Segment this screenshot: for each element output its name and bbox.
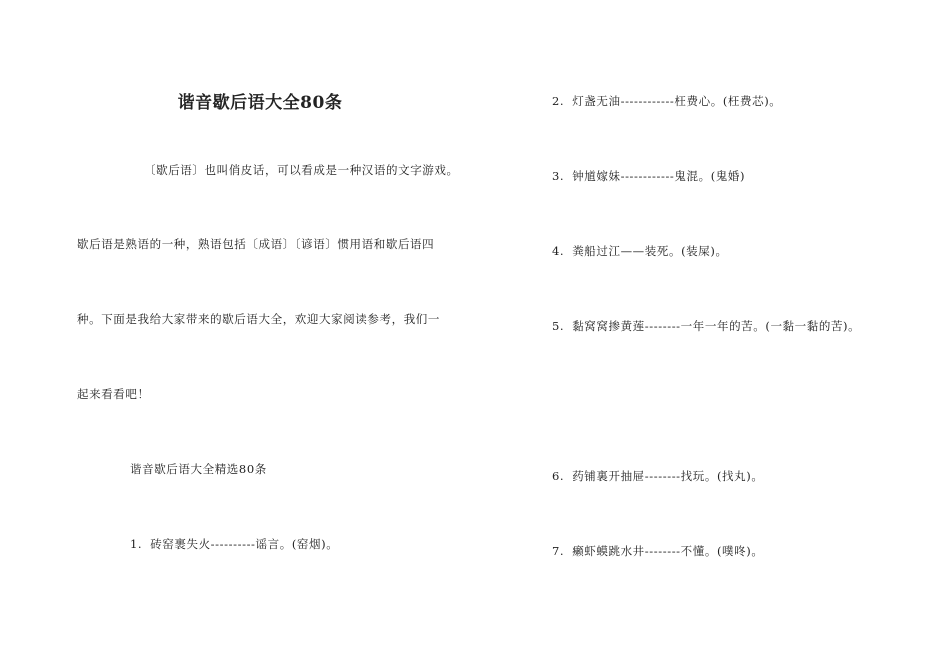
item-text: 灯盏无油------------枉费心。(枉费芯)。 — [572, 94, 782, 108]
item-number: 7. — [552, 544, 565, 558]
item-text: 癞虾蟆跳水井--------不懂。(噗咚)。 — [572, 544, 764, 558]
list-item — [130, 536, 338, 552]
list-item — [552, 168, 745, 184]
item-text: 药铺裏开抽屉--------找玩。(找丸)。 — [572, 469, 764, 483]
list-item — [552, 543, 763, 559]
list-item — [552, 93, 781, 109]
item-number: 6. — [552, 469, 565, 483]
list-item — [552, 318, 860, 334]
intro-line-3: 种。下面是我给大家带来的歇后语大全，欢迎大家阅读参考，我们一 — [77, 312, 440, 326]
item-number: 5. — [552, 319, 565, 333]
list-item — [552, 468, 763, 484]
list-item — [552, 243, 728, 259]
item-text: 粪船过江——装死。(装屎)。 — [572, 244, 728, 258]
intro-line-1: 〔歇后语〕也叫俏皮话，可以看成是一种汉语的文字游戏。 — [144, 163, 459, 177]
intro-line-4: 起来看看吧！ — [77, 387, 150, 401]
item-text: 黏窝窝掺黄莲--------一年一年的苦。(一黏一黏的苦)。 — [572, 319, 861, 333]
page-title: 谐音歇后语大全80条 — [177, 93, 343, 113]
item-number: 2. — [552, 94, 565, 108]
section-subheading: 谐音歇后语大全精选80条 — [130, 462, 267, 476]
intro-line-2: 歇后语是熟语的一种，熟语包括〔成语〕〔谚语〕惯用语和歇后语四 — [77, 237, 435, 251]
item-number: 1. — [130, 537, 143, 551]
item-text: 砖窑裹失火----------谣言。(窑烟)。 — [150, 537, 339, 551]
item-number: 4. — [552, 244, 565, 258]
item-text: 钟馗嫁妹------------鬼混。(鬼婚) — [572, 169, 746, 183]
item-number: 3. — [552, 169, 565, 183]
